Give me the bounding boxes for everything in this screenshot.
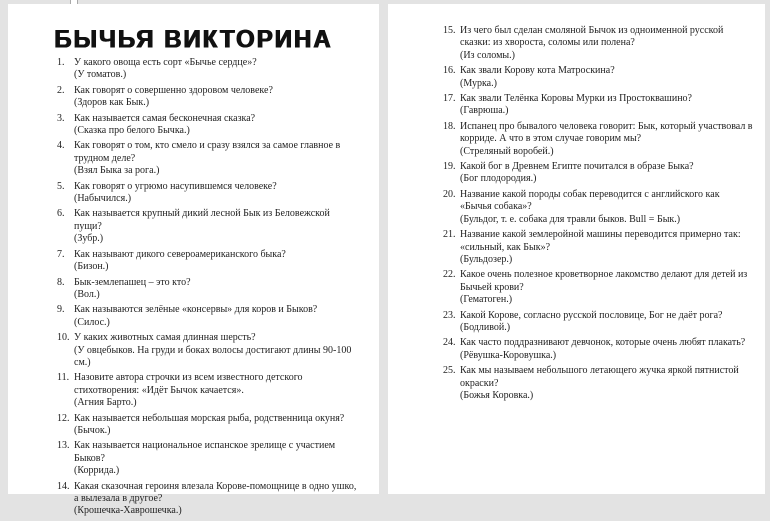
answer-text: (Божья Коровка.) (460, 389, 534, 401)
question-text: Как называется самая бесконечная сказка? (74, 112, 256, 124)
quiz-item (443, 365, 753, 402)
item-number: 18. (443, 120, 456, 132)
question-text: Как звали Корову кота Матроскина? (460, 65, 615, 77)
answer-text: (Стреляный воробей.) (460, 145, 554, 157)
item-number: 19. (443, 161, 456, 173)
question-text: Название какой землеройной машины переводится примерно так: «сильный, как Бык»? (460, 229, 741, 253)
answer-text: (Бычок.) (74, 424, 111, 436)
quiz-item (57, 304, 357, 329)
item-number: 5. (57, 180, 65, 192)
quiz-item (57, 85, 357, 110)
document-page-1[interactable] (8, 4, 379, 517)
question-text: Назовите автора строчки из всем известного детского стихотворения: «Идёт Бычок качается». (74, 372, 303, 396)
question-text: Бык-землепашец – это кто? (74, 276, 191, 288)
answer-text: (Бульдозер.) (460, 253, 513, 265)
question-text: Как говорят о том, кто смело и сразу взялся за самое главное в трудном деле? (74, 140, 341, 164)
item-number: 17. (443, 93, 456, 105)
answer-text: (Здоров как Бык.) (74, 97, 150, 109)
document-title: БЫЧЬЯ ВИКТОРИНА (54, 25, 333, 54)
item-number: 23. (443, 309, 456, 321)
question-text: Как мы называем небольшого летающего жучка яркой пятнистой окраски? (460, 365, 739, 389)
quiz-item (443, 189, 753, 226)
answer-text: (Из соломы.) (460, 49, 515, 61)
quiz-item (57, 481, 357, 518)
answer-text: (Рёвушка-Коровушка.) (460, 349, 557, 361)
quiz-item (443, 229, 753, 266)
answer-text: (Бизон.) (74, 261, 109, 273)
answer-text: (Гаврюша.) (460, 105, 509, 117)
answer-text: (Бодливой.) (460, 321, 511, 333)
answer-text: (Силос.) (74, 316, 110, 328)
quiz-item (57, 57, 357, 82)
quiz-item (57, 440, 357, 477)
quiz-item (57, 208, 357, 245)
quiz-item (443, 161, 753, 186)
quiz-item (443, 269, 753, 306)
item-number: 14. (57, 480, 70, 492)
answer-text: (Взял Быка за рога.) (74, 165, 160, 177)
item-number: 7. (57, 248, 65, 260)
question-text: У каких животных самая длинная шерсть? (74, 332, 256, 344)
question-text: Из чего был сделан смоляной Бычок из одноименной русской сказки: из хвороста, соломы или полена? (460, 25, 724, 49)
answer-text: (Мурка.) (460, 77, 497, 89)
item-number: 16. (443, 65, 456, 77)
question-text: Как называется небольшая морская рыба, родственница окуня? (74, 412, 345, 424)
quiz-item (57, 249, 357, 274)
question-text: Какое очень полезное кроветворное лакомство делают для детей из Бычьей крови? (460, 269, 748, 293)
question-text: У какого овоща есть сорт «Бычье сердце»? (74, 57, 257, 68)
question-text: Как говорят о угрюмо насупившемся человеке? (74, 180, 277, 192)
question-text: Какой бог в Древнем Египте почитался в образе Быка? (460, 161, 694, 173)
answer-text: (У томатов.) (74, 69, 127, 81)
answer-text: (Набычился.) (74, 193, 132, 205)
answer-text: (Сказка про белого Бычка.) (74, 125, 190, 137)
quiz-list-page-1 (57, 57, 357, 521)
item-number: 6. (57, 208, 65, 220)
quiz-item (57, 332, 357, 369)
quiz-item (57, 113, 357, 138)
answer-text: (Гематоген.) (460, 294, 513, 306)
document-page-2[interactable] (388, 4, 765, 494)
answer-text: (Крошечка-Хаврошечка.) (74, 505, 182, 517)
answer-text: (У овцебыков. На груди и боках волосы достигают длины 90-100 см.) (74, 344, 352, 368)
item-number: 10. (57, 332, 70, 344)
question-text: Какая сказочная героиня влезала Корове-помощнице в одно ушко, а вылезала в другое? (74, 480, 357, 504)
answer-text: (Вол.) (74, 288, 100, 300)
item-number: 2. (57, 84, 65, 96)
question-text: Какой Корове, согласно русской пословице, Бог не даёт рога? (460, 309, 723, 321)
item-number: 3. (57, 112, 65, 124)
item-number: 9. (57, 304, 65, 316)
answer-text: (Зубр.) (74, 233, 104, 245)
item-number: 24. (443, 337, 456, 349)
item-number: 21. (443, 229, 456, 241)
item-number: 1. (57, 57, 65, 68)
quiz-item (443, 310, 753, 335)
question-text: Как звали Телёнка Коровы Мурки из Простоквашино? (460, 93, 692, 105)
quiz-list-page-2 (443, 25, 753, 405)
item-number: 4. (57, 140, 65, 152)
question-text: Название какой породы собак переводится с английского как «Бычья собака»? (460, 188, 720, 213)
item-number: 20. (443, 188, 456, 200)
answer-text: (Бульдог, т. е. собака для травли быков. Bull = Бык.) (460, 213, 681, 225)
question-text: Как называются зелёные «консервы» для коров и Быков? (74, 304, 318, 316)
item-number: 25. (443, 365, 456, 377)
item-number: 22. (443, 269, 456, 281)
quiz-item (57, 413, 357, 438)
quiz-item (443, 337, 753, 362)
quiz-item (57, 181, 357, 206)
quiz-item (57, 372, 357, 409)
question-text: Испанец про бывалого человека говорит: Бык, который участвовал в корриде. А что в этом случае говорим мы? (460, 120, 753, 145)
question-text: Как называют дикого североамериканского быка? (74, 248, 286, 260)
question-text: Как называется национальное испанское зрелище с участием Быков? (74, 440, 336, 464)
quiz-item (443, 25, 753, 62)
item-number: 12. (57, 412, 70, 424)
quiz-item (443, 65, 753, 90)
item-number: 13. (57, 440, 70, 452)
quiz-item (57, 140, 357, 177)
question-text: Как часто поддразнивают девчонок, которые очень любят плакать? (460, 337, 746, 349)
quiz-item (443, 121, 753, 158)
answer-text: (Бог плодородия.) (460, 173, 537, 185)
item-number: 11. (57, 372, 70, 384)
item-number: 8. (57, 276, 65, 288)
item-number: 15. (443, 25, 456, 36)
answer-text: (Агния Барто.) (74, 397, 137, 409)
quiz-item (57, 277, 357, 302)
quiz-item (443, 93, 753, 118)
question-text: Как называется крупный дикий лесной Бык из Беловежской пущи? (74, 208, 330, 232)
question-text: Как говорят о совершенно здоровом человеке? (74, 84, 273, 96)
answer-text: (Коррида.) (74, 465, 120, 477)
